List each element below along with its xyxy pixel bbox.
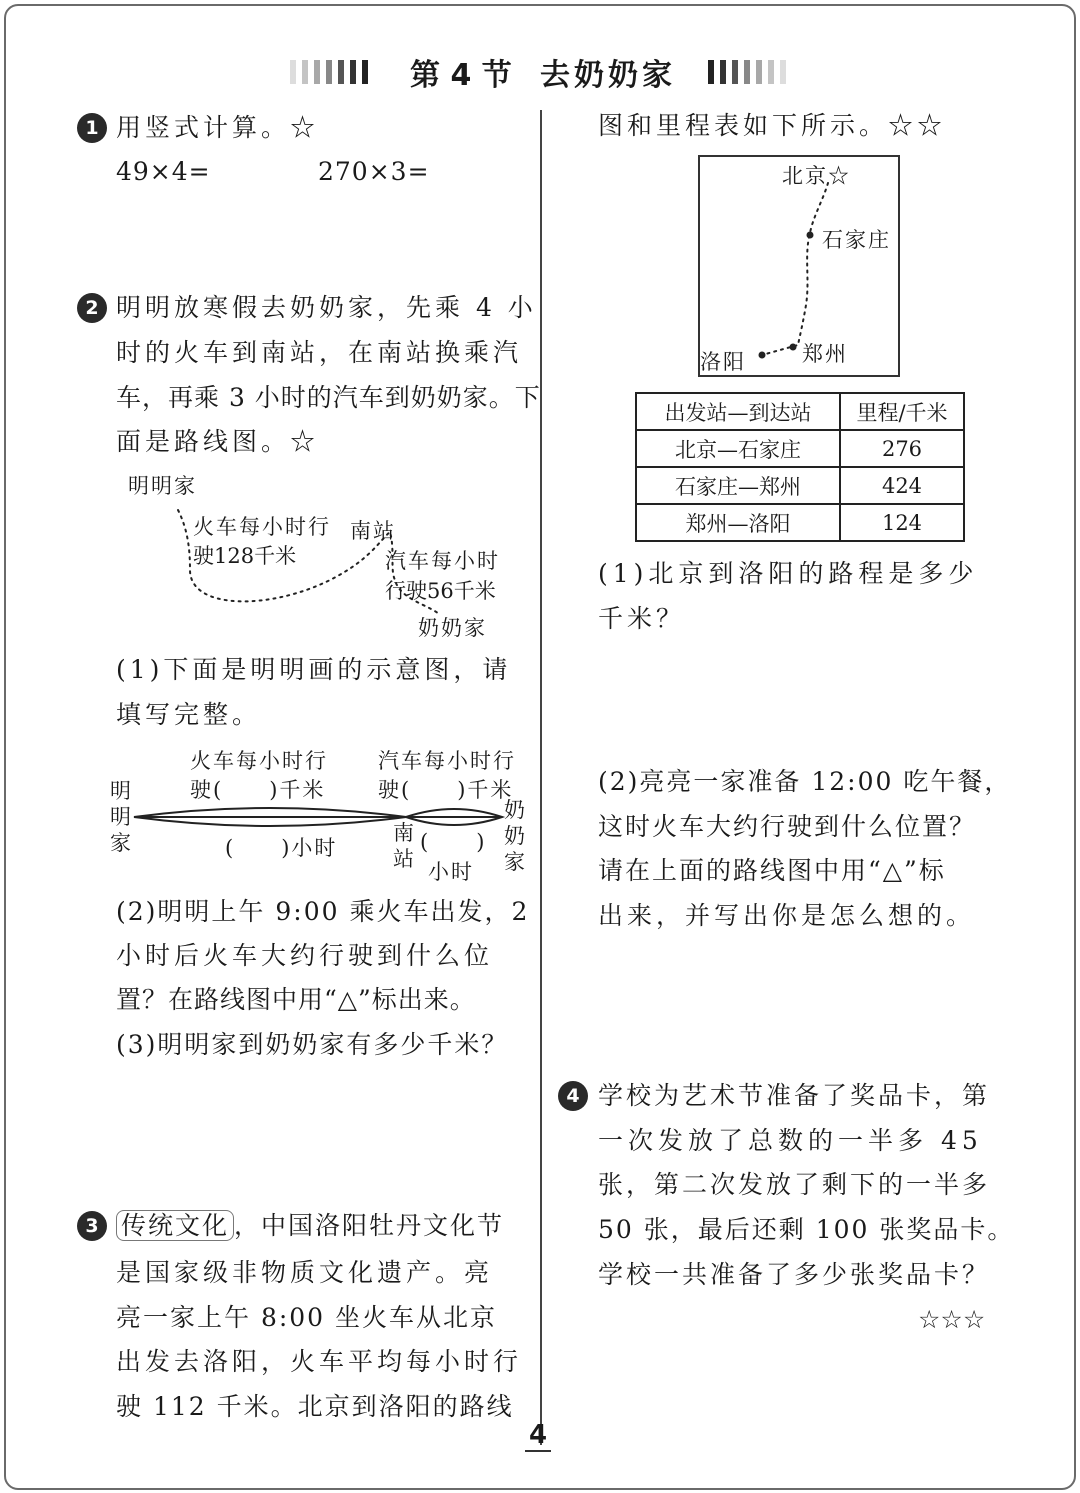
q1-expression-1: 49×4= [116,157,211,186]
rail-path [762,183,828,355]
q2-sub2-line-3: 置？在路线图中用“△”标出来。 [116,985,476,1014]
q4-line-5: 学校一共准备了多少张奖品卡？ [598,1260,991,1289]
map-luoyang: 洛阳 [700,350,746,374]
map-south-station: 南站 [350,519,396,543]
question-4-number: 4 [558,1081,588,1111]
table-header: 出发站—到达站 [636,393,840,430]
luoyang-dot [759,352,766,359]
diagram-train-hours: ( )小时 [225,836,338,860]
q4-line-4: 50 张，最后还剩 100 张奖品卡。 [598,1215,1015,1244]
q3-line-1 [116,1204,504,1248]
q2-line-2: 时的火车到南站，在南站换乘汽 [116,338,523,367]
q2-sub1-line-1: (1)下面是明明画的示意图，请 [116,655,512,684]
traditional-culture-tag: 传统文化 [116,1210,234,1241]
q2-sub2-line-1: (2)明明上午 9:00 乘火车出发，2 [116,897,530,926]
page-number: 4 [525,1420,551,1452]
difficulty-stars: ☆☆☆ [918,1305,986,1334]
q1-expression-2: 270×3= [318,157,430,186]
diagram-bus-hours-unit: 小时 [428,860,474,884]
diagram-bus-top-1: 汽车每小时行 [378,749,516,773]
table-row [636,430,964,467]
header-bars-right [708,60,786,84]
diagram-train-top-1: 火车每小时行 [190,749,328,773]
diagram-grandma-label: 奶奶家 [504,798,527,874]
header-bars-left [290,60,368,84]
map-zhengzhou: 郑州 [802,342,848,366]
question-1-prompt [116,106,319,150]
table-row [636,467,964,504]
page-title: 去奶奶家 [540,58,676,93]
question-3-number: 3 [77,1211,107,1241]
q3-sub1-line-2: 千米？ [598,604,686,633]
q3-line-3: 亮一家上午 8:00 坐火车从北京 [116,1303,498,1332]
q3-line-2: 是国家级非物质文化遗产。亮 [116,1258,494,1287]
table-header: 里程/千米 [840,393,964,430]
table-row [636,504,964,541]
map-grandma-label: 奶奶家 [418,616,487,640]
diagram-bus-top-2: 驶( )千米 [378,778,514,802]
q1-prompt-text: 用竖式计算。 [116,113,291,142]
table-cell: 北京—石家庄 [636,430,840,467]
q2-line-4 [116,420,319,464]
q3-line-5: 驶 112 千米。北京到洛阳的路线 [116,1392,514,1421]
diagram-south-label: 南站 [393,821,416,871]
q4-line-3: 张，第二次发放了剩下的一半多 [598,1170,991,1199]
table-cell: 石家庄—郑州 [636,467,840,504]
q2-line-1: 明明放寒假去奶奶家，先乘 4 小 [116,293,537,322]
question-1-number: 1 [77,113,107,143]
shijiazhuang-dot [807,232,814,239]
q3-continued-text: 图和里程表如下所示。 [598,111,889,140]
map-shijiazhuang: 石家庄 [822,228,891,252]
map-home-label: 明明家 [128,474,197,498]
mileage-table [635,392,965,542]
capital-star-icon: ☆ [828,164,851,188]
q2-sub2-line-2: 小时后火车大约行驶到什么位 [116,941,494,970]
q3-sub2-line-4: 出来，并写出你是怎么想的。 [598,901,976,930]
q4-line-2: 一次发放了总数的一半多 45 [598,1126,983,1155]
map-train-speed-1: 火车每小时行 [193,515,331,539]
difficulty-stars: ☆☆ [888,111,947,140]
q3-line-1-text: ，中国洛阳牡丹文化节 [234,1211,505,1240]
map-bus-speed-2: 行驶56千米 [385,579,496,603]
column-divider [540,110,542,1445]
table-cell: 124 [840,504,964,541]
q3-sub2-line-3: 请在上面的路线图中用“△”标 [598,856,946,885]
map-train-speed-2: 驶128千米 [193,544,297,568]
beijing-label: 北京 [782,164,828,188]
table-header-row [636,393,964,430]
q2-line-3: 车，再乘 3 小时的汽车到奶奶家。下 [116,383,541,412]
section-label: 第 4 节 [410,58,512,93]
diagram-train-top-2: 驶( )千米 [190,778,326,802]
q3-sub2-line-2: 这时火车大约行驶到什么位置？ [598,812,977,841]
diagram-home-label: 明明家 [110,779,133,855]
table-cell: 424 [840,467,964,504]
difficulty-stars: ☆ [290,113,320,142]
map-beijing [782,160,851,190]
table-cell: 276 [840,430,964,467]
difficulty-stars: ☆ [290,427,320,456]
q3-sub2-line-1: (2)亮亮一家准备 12:00 吃午餐， [598,767,1012,796]
diagram-bus-hours-paren: ( ) [420,830,487,854]
table-cell: 郑州—洛阳 [636,504,840,541]
zhengzhou-dot [790,344,797,351]
q2-sub1-line-2: 填写完整。 [116,700,262,729]
q2-sub3: (3)明明家到奶奶家有多少千米？ [116,1030,509,1059]
q3-continued [598,104,946,148]
q3-line-4: 出发去洛阳，火车平均每小时行 [116,1347,523,1376]
q3-sub1-line-1: (1)北京到洛阳的路程是多少 [598,559,979,588]
q2-line-4-text: 面是路线图。 [116,427,291,456]
map-bus-speed-1: 汽车每小时 [385,549,500,573]
q4-line-1: 学校为艺术节准备了奖品卡，第 [598,1081,991,1110]
question-2-number: 2 [77,293,107,323]
